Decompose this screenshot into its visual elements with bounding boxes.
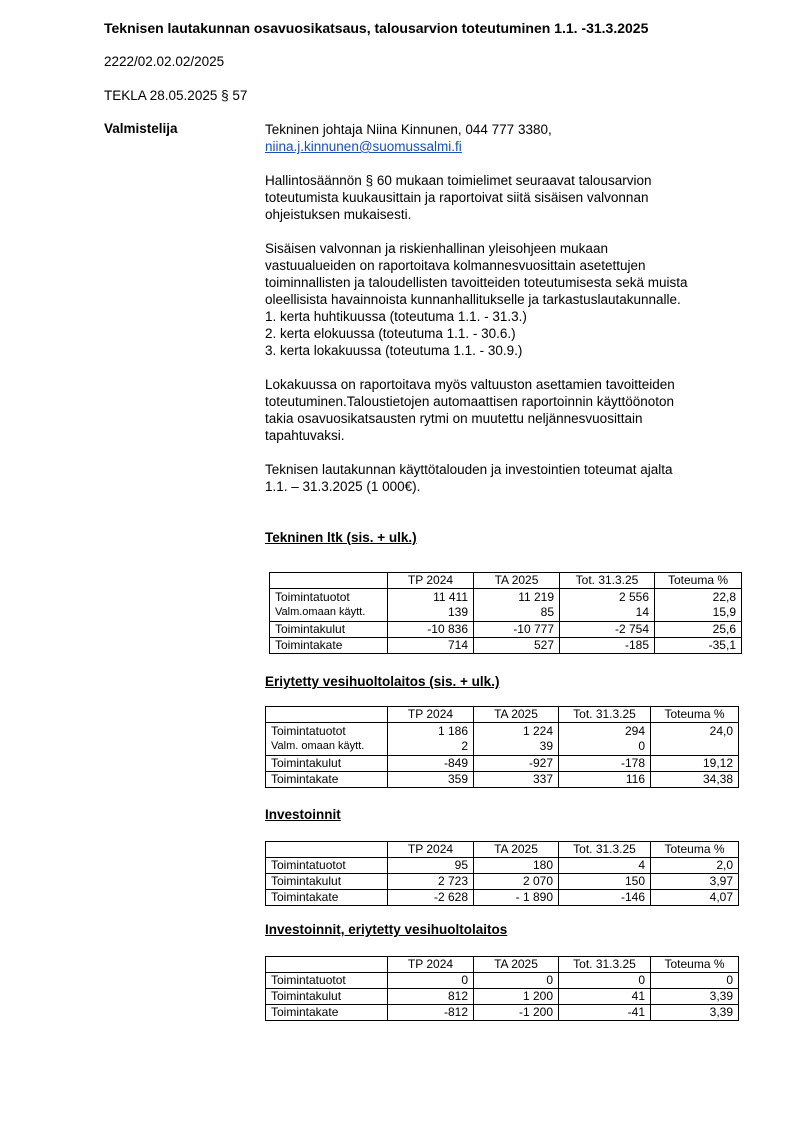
cell: 180 [474, 858, 559, 874]
cell: 4,07 [651, 890, 739, 906]
text-line: Teknisen lautakunnan käyttötalouden ja investointien toteumat ajalta [265, 462, 673, 477]
text-line: tapahtuvaksi. [265, 428, 345, 443]
table-heading-investoinnit-vesihuolto: Investoinnit, eriytetty vesihuoltolaitos [265, 922, 508, 937]
text-line: 2. kerta elokuussa (toteutuma 1.1. - 30.6.) [265, 326, 516, 341]
header-cell: TA 2025 [474, 842, 559, 858]
cell: 116 [559, 772, 651, 788]
cell: 2,0 [651, 858, 739, 874]
table-investoinnit-vesihuolto [265, 956, 739, 1021]
table-row [266, 1005, 739, 1021]
table-row [266, 890, 739, 906]
cell: 3,39 [651, 989, 739, 1005]
cell: 2 556 14 [560, 589, 655, 622]
row-label: Toimintakulut [266, 874, 388, 890]
cell: 2 723 [388, 874, 474, 890]
header-cell: Toteuma % [651, 707, 739, 723]
cell: 714 [388, 638, 474, 654]
cell: 11 219 85 [474, 589, 560, 622]
cell: 0 [651, 973, 739, 989]
cell: 25,6 [655, 622, 742, 638]
table-tekninen [269, 572, 742, 654]
paragraph-3 [265, 376, 745, 444]
text-line: 1.1. – 31.3.2025 (1 000€). [265, 479, 421, 494]
cell: 34,38 [651, 772, 739, 788]
header-cell: TP 2024 [388, 842, 474, 858]
cell: 337 [474, 772, 559, 788]
cell: 19,12 [651, 756, 739, 772]
cell: 11 411 139 [388, 589, 474, 622]
paragraph-2 [265, 240, 745, 359]
row-label: Toimintakate [266, 890, 388, 906]
document-body [265, 121, 745, 512]
cell: 0 [388, 973, 474, 989]
preparer-info [265, 121, 745, 155]
cell: 3,97 [651, 874, 739, 890]
cell: 1 200 [474, 989, 559, 1005]
table-heading-investoinnit: Investoinnit [265, 807, 341, 822]
cell: 527 [474, 638, 560, 654]
table-row [266, 874, 739, 890]
cell: 359 [388, 772, 474, 788]
header-cell [266, 707, 388, 723]
text-line: Lokakuussa on raportoitava myös valtuuston asettamien tavoitteiden [265, 377, 675, 392]
table-row [270, 589, 742, 622]
table-heading-tekninen: Tekninen ltk (sis. + ulk.) [265, 530, 417, 545]
table-row [266, 989, 739, 1005]
email-link[interactable]: niina.j.kinnunen@suomussalmi.fi [265, 139, 462, 154]
cell: 41 [559, 989, 651, 1005]
cell: 0 [559, 973, 651, 989]
row-label: Toimintatuotot [266, 858, 388, 874]
text-line: oleellisista havainnoista kunnanhallitukselle ja tarkastuslautakunnalle. [265, 292, 681, 307]
table-heading-vesihuolto: Eriytetty vesihuoltolaitos (sis. + ulk.) [265, 674, 500, 689]
cell: -1 200 [474, 1005, 559, 1021]
cell: -2 754 [560, 622, 655, 638]
cell: -10 836 [388, 622, 474, 638]
header-cell: TP 2024 [388, 707, 474, 723]
text-line: Sisäisen valvonnan ja riskienhallinan yleisohjeen mukaan [265, 241, 608, 256]
table-header-row [266, 842, 739, 858]
header-cell: TP 2024 [388, 573, 474, 589]
row-label: Toimintakulut [270, 622, 388, 638]
header-cell: Tot. 31.3.25 [560, 573, 655, 589]
row-label: Toimintatuotot [266, 973, 388, 989]
table-header-row [266, 707, 739, 723]
text-line: toteutuminen.Taloustietojen automaattisen raportoinnin käyttöönoton [265, 394, 675, 409]
cell: 1 186 2 [388, 723, 474, 756]
document-title: Teknisen lautakunnan osavuosikatsaus, talousarvion toteutuminen 1.1. -31.3.2025 [104, 20, 649, 36]
cell: -178 [559, 756, 651, 772]
cell: 24,0 [651, 723, 739, 756]
cell: -35,1 [655, 638, 742, 654]
header-cell [270, 573, 388, 589]
cell: 2 070 [474, 874, 559, 890]
cell: -10 777 [474, 622, 560, 638]
cell: -849 [388, 756, 474, 772]
cell: -41 [559, 1005, 651, 1021]
header-cell: Toteuma % [655, 573, 742, 589]
cell: 95 [388, 858, 474, 874]
row-label: Toimintakate [270, 638, 388, 654]
table-row [270, 638, 742, 654]
cell: 150 [559, 874, 651, 890]
table-row [266, 723, 739, 756]
table-row [266, 858, 739, 874]
cell: 812 [388, 989, 474, 1005]
text-line: ohjeistuksen mukaisesti. [265, 207, 412, 222]
cell: 3,39 [651, 1005, 739, 1021]
meeting-reference: TEKLA 28.05.2025 § 57 [104, 88, 248, 103]
header-cell: TA 2025 [474, 573, 560, 589]
cell: 294 0 [559, 723, 651, 756]
cell: 1 224 39 [474, 723, 559, 756]
cell: -146 [559, 890, 651, 906]
table-row [266, 756, 739, 772]
text-line: vastuualueiden on raportoitava kolmannesvuosittain asetettujen [265, 258, 646, 273]
table-row [266, 973, 739, 989]
text-line: 3. kerta lokakuussa (toteutuma 1.1. - 30.9.) [265, 343, 523, 358]
preparer-label: Valmistelija [104, 121, 178, 136]
table-header-row [270, 573, 742, 589]
table-investoinnit [265, 841, 739, 906]
paragraph-1 [265, 172, 745, 223]
cell: -2 628 [388, 890, 474, 906]
reference-number: 2222/02.02.02/2025 [104, 54, 225, 69]
text-line: takia osavuosikatsausten rytmi on muutettu neljännesvuosittain [265, 411, 643, 426]
paragraph-4 [265, 461, 745, 495]
header-cell: TA 2025 [474, 957, 559, 973]
cell: -812 [388, 1005, 474, 1021]
header-cell: TA 2025 [474, 707, 559, 723]
row-label: Toimintakulut [266, 989, 388, 1005]
cell: 0 [474, 973, 559, 989]
row-label: Toimintakulut [266, 756, 388, 772]
row-label: Toimintakate [266, 772, 388, 788]
cell: - 1 890 [474, 890, 559, 906]
header-cell [266, 957, 388, 973]
header-cell: Tot. 31.3.25 [559, 707, 651, 723]
cell: 22,8 15,9 [655, 589, 742, 622]
cell: 4 [559, 858, 651, 874]
table-row [270, 622, 742, 638]
row-label: Toimintatuotot Valm. omaan käytt. [266, 723, 388, 756]
header-cell: Tot. 31.3.25 [559, 842, 651, 858]
header-cell [266, 842, 388, 858]
table-vesihuolto [265, 706, 739, 788]
table-header-row [266, 957, 739, 973]
cell: -927 [474, 756, 559, 772]
row-label: Toimintatuotot Valm.omaan käytt. [270, 589, 388, 622]
text-line: toiminnallisten ja taloudellisten tavoitteiden toteutumisesta sekä muista [265, 275, 688, 290]
text-line: 1. kerta huhtikuussa (toteutuma 1.1. - 31.3.) [265, 309, 527, 324]
preparer-name: Tekninen johtaja Niina Kinnunen, 044 777 3380, [265, 122, 552, 137]
header-cell: TP 2024 [388, 957, 474, 973]
header-cell: Tot. 31.3.25 [559, 957, 651, 973]
header-cell: Toteuma % [651, 957, 739, 973]
table-row [266, 772, 739, 788]
header-cell: Toteuma % [651, 842, 739, 858]
cell: -185 [560, 638, 655, 654]
text-line: Hallintosäännön § 60 mukaan toimielimet seuraavat talousarvion [265, 173, 652, 188]
row-label: Toimintakate [266, 1005, 388, 1021]
text-line: toteutumista kuukausittain ja raportoivat siitä sisäisen valvonnan [265, 190, 649, 205]
